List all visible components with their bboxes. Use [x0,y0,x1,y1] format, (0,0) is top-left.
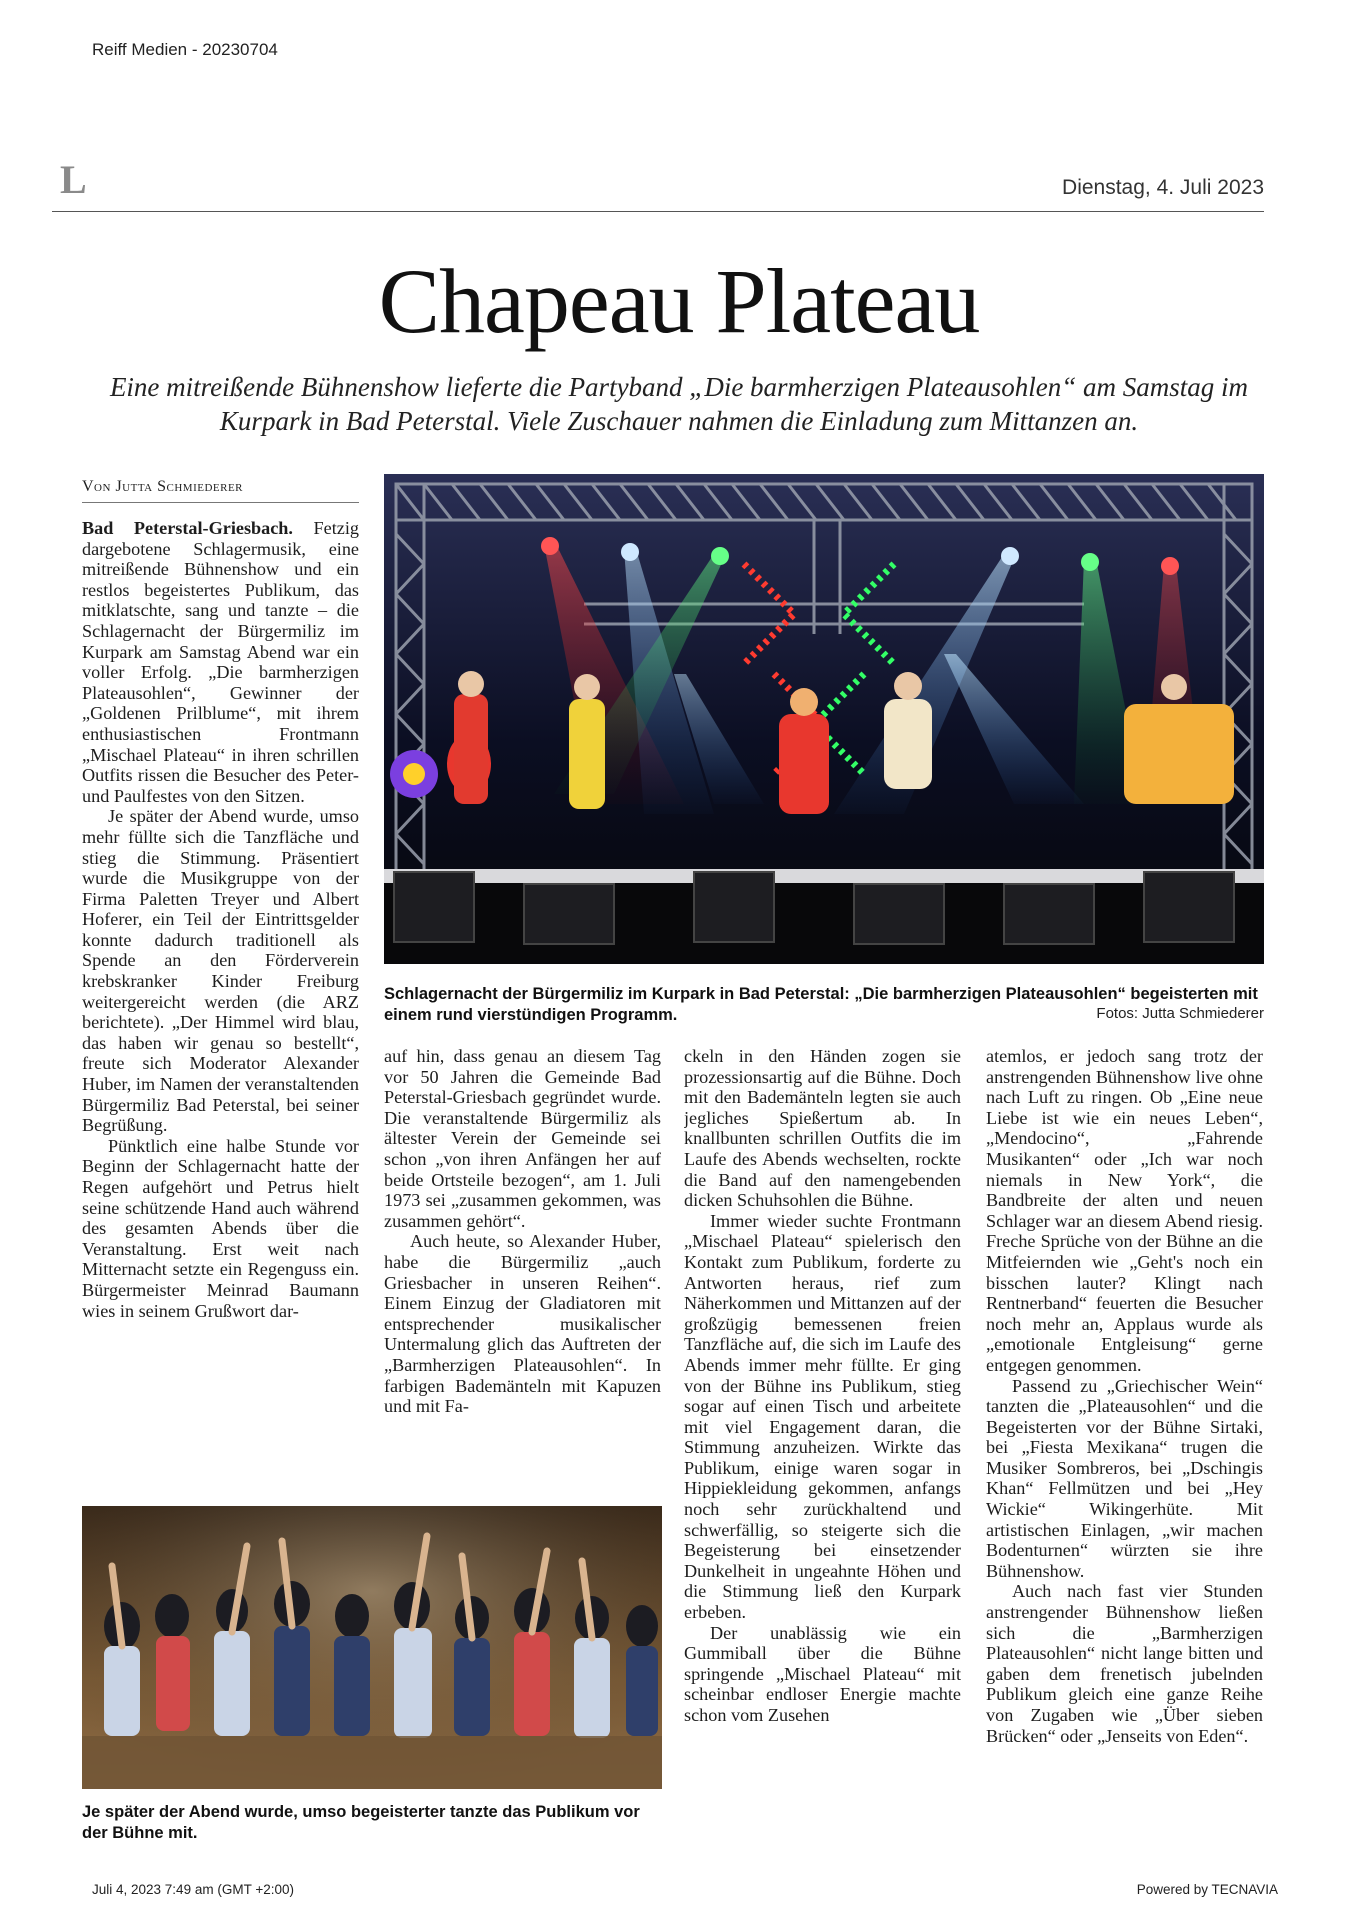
article-headline: Chapeau Plateau [378,250,980,352]
paragraph: ckeln in den Händen zogen sie prozessionsartig auf die Bühne. Doch mit den Bademänteln legten sie auch jegliches Spießertum ab. In knallbunten schrillen Outfits die im Laufe des Abends wechselten, rockte die Band auf den namengebenden dicken Schuhsohlen die Bühne. [684,1046,961,1211]
article-column-2 [384,1046,661,1496]
paragraph: Pünktlich eine halbe Stunde vor Beginn der Schlagernacht hatte der Regen aufgehört und Petrus hielt seine schützende Hand auch während des gesamten Abends über die Veranstaltung. Erst weit nach Mitternacht setzte ein Regenguss ein. Bürgermeister Meinrad Baumann wies in seinem Grußwort dar- [82,1135,359,1321]
crowd-photo-caption: Je später der Abend wurde, umso begeisterter tanzte das Publikum vor der Bühne mit. [82,1803,640,1842]
crowd-photo-illustration [82,1506,662,1789]
article-column-4 [986,1046,1263,1846]
issue-date: Dienstag, 4. Juli 2023 [1062,176,1264,199]
crowd-photo [82,1506,662,1789]
paragraph-text: Fetzig dargebotene Schlagermusik, eine mitreißende Bühnenshow und ein restlos begeistertes Publikum, das mitklatschte, sang und tanzte – die Schlagernacht der Bürgermiliz im Kurpark am Samstag Abend war ein voller Erfolg. „Die barmherzigen Plateausohlen“, Gewinner der „Goldenen Prilblume“, mit ihrem enthusiastischen Frontmann „Mischael Plateau“ in ihren schrillen Outfits rissen die Besucher des Peter- und Paulfestes von den Sitzen. [82,518,359,806]
paragraph [82,518,359,806]
byline-divider [82,502,359,503]
stage-photo-caption: Schlagernacht der Bürgermiliz im Kurpark in Bad Peterstal: „Die barmherzigen Plateausohlen“ begeisterten mit einem rund vierstündigen Programm. [384,985,1258,1024]
photo-credit: Fotos: Jutta Schmiederer [1096,1005,1264,1022]
stage-photo [384,474,1264,964]
paragraph: Immer wieder suchte Frontmann „Mischael Plateau“ spielerisch den Kontakt zum Publikum, forderte zu Antworten heraus, rief zum Näherkommen und Mittanzen auf der großzügig bemessenen freien Tanzfläche auf, die sich im Laufe des Abends immer mehr füllte. Er ging von der Bühne ins Publikum, stieg sogar auf einen Tisch und arbeitete mit viel Engagement daran, die Stimmung anzuheizen. Wirkte das Publikum, einige waren sogar in Hippiekleidung gekommen, anfangs noch sehr zurückhaltend und schwerfällig, so steigerte sich die Begeisterung bei einsetzender Dunkelheit in ungeahnte Höhen und die Stimmung ließ den Kurpark erbeben. [684,1210,961,1623]
stage-photo-illustration [384,474,1264,964]
powered-by: Powered by TECNAVIA [1136,1882,1278,1897]
article-column-1 [82,518,359,1492]
header-divider [52,211,1264,212]
paragraph: Auch nach fast vier Stunden anstrengender Bühnenshow ließen sich die „Barmherzigen Plateausohlen“ nicht lange bitten und gaben dem frenetisch jubelnden Publikum gleich eine ganze Reihe von Zugaben wie „Über sieben Brücken“ oder „Jenseits von Eden“. [986,1581,1263,1746]
article-column-3 [684,1046,961,1846]
article-teaser: Eine mitreißende Bühnenshow lieferte die Partyband „Die barmherzigen Plateausohlen“ am Samstag im Kurpark in Bad Peterstal. Viele Zuschauer nahmen die Einladung zum Mittanzen an. [109,372,1249,436]
paragraph: atemlos, er jedoch sang trotz der anstrengenden Bühnenshow live ohne nach Luft zu ringen. Ob „Eine neue Liebe ist wie ein neues Leben“, „Mendocino“, „Fahrende Musikanten“ oder „Ich war noch niemals in New York“, die Bandbreite der alten und neuen Schlager war an diesem Abend riesig. Freche Sprüche von der Bühne an die Mitfeiernden wie „Geht's noch ein bisschen lauter? Klingt nach Rentnerband“ feuerten die Besucher noch mehr an, Applaus wurde als „emotionale Entgleisung“ gerne entgegen genommen. [986,1046,1263,1375]
paragraph: Passend zu „Griechischer Wein“ tanzten die „Plateausohlen“ und die Begeisterten vor der Bühne Sirtaki, bei „Fiesta Mexikana“ trugen die Musiker Sombreros, bei „Dschingis Khan“ Fellmützen und bei „Hey Wickie“ Wikingerhüte. Mit artistischen Einlagen, „wir machen Bodenturnen“ würzten sie ihre Bühnenshow. [986,1375,1263,1581]
newspaper-logo: L [60,157,87,202]
byline: Von Jutta Schmiederer [82,478,244,495]
paragraph: auf hin, dass genau an diesem Tag vor 50 Jahren die Gemeinde Bad Peterstal-Griesbach gegründet wurde. Die veranstaltende Bürgermiliz als ältester Verein der Gemeinde sei schon „von ihren Anfängen her auf beide Ortsteile bezogen“, am 1. Juli 1973 sei „zusammen gekommen, was zusammen gehört“. [384,1046,661,1231]
footer-timestamp: Juli 4, 2023 7:49 am (GMT +2:00) [92,1882,294,1897]
paragraph: Der unablässig wie ein Gummiball über die Bühne springende „Mischael Plateau“ mit scheinbar endloser Energie machte schon vom Zusehen [684,1622,961,1725]
dateline: Bad Peterstal-Griesbach. [82,518,293,538]
paragraph: Auch heute, so Alexander Huber, habe die Bürgermiliz „auch Griesbacher in unseren Reihen“. Einem Einzug der Gladiatoren mit entsprechender musikalischer Untermalung glich das Auftreten der „Barmherzigen Plateausohlen“. In farbigen Bademänteln mit Kapuzen und mit Fa- [384,1231,661,1417]
source-line: Reiff Medien - 20230704 [92,40,278,59]
paragraph: Je später der Abend wurde, umso mehr füllte sich die Tanzfläche und stieg die Stimmung. Präsentiert wurde die Musikgruppe von der Firma Paletten Treyer und Albert Hoferer, ein Teil der Eintrittsgelder konnte dadurch traditionell als Spende an den Förderverein krebskranker Kinder Freiburg weitergereicht werden (die ARZ berichtete). „Der Himmel wird blau, das haben wir genau so bestellt“, freute sich Moderator Alexander Huber, im Namen der veranstaltenden Bürgermiliz Bad Peterstal, bei seiner Begrüßung. [82,806,359,1136]
